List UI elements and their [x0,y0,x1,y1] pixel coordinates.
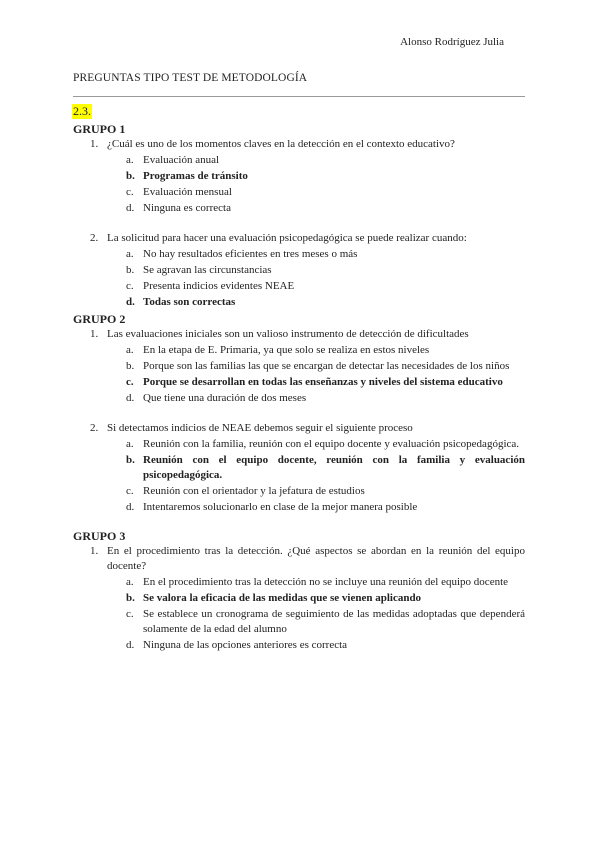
option-text: En la etapa de E. Primaria, ya que solo se realiza en estos niveles [143,344,430,356]
option-text: Porque se desarrollan en todas las enseñanzas y niveles del sistema educativo [143,376,503,388]
question-text [73,137,525,152]
question-content [73,121,525,654]
option-letter: d. [126,639,135,651]
option-letter: a. [126,438,134,450]
question-block [73,421,525,515]
option-letter: a. [126,154,134,166]
question-block [73,137,525,216]
question-text [73,544,525,574]
option-text: Porque son las familias las que se encargan de detectar las necesidades de los niños [143,360,510,372]
question-text [73,327,525,342]
option-text: Se establece un cronograma de seguimiento de las medidas adoptadas que dependerá solamente de la edad del alumno [143,608,525,635]
question-number: 1. [90,328,99,340]
answer-option [73,484,525,499]
answer-option [73,638,525,653]
option-text: Se agravan las circunstancias [143,264,272,276]
option-list [73,437,525,515]
answer-option [73,185,525,200]
answer-option [73,263,525,278]
question-number: 1. [90,138,99,150]
option-text: En el procedimiento tras la detección no se incluye una reunión del equipo docente [143,576,509,588]
question-label: Las evaluaciones iniciales son un valioso instrumento de detección de dificultades [107,328,469,340]
option-letter: b. [126,454,135,466]
option-text: Reunión con el orientador y la jefatura de estudios [143,485,365,497]
correct-answer-option [73,295,525,310]
option-letter: b. [126,264,135,276]
option-letter: c. [126,186,134,198]
option-text: Ninguna de las opciones anteriores es correcta [143,639,348,651]
option-text: Reunión con la familia, reunión con el equipo docente y evaluación psicopedagógica. [143,438,520,450]
correct-answer-option [73,375,525,390]
option-letter: c. [126,608,134,620]
option-letter: a. [126,576,134,588]
option-text: Evaluación anual [143,154,220,166]
question-number: 2. [90,422,99,434]
correct-answer-option [73,591,525,606]
author-name: Alonso Rodríguez Julia [400,36,504,48]
option-text: Todas son correctas [143,296,236,308]
group-title: GRUPO 2 [73,312,126,326]
answer-option [73,279,525,294]
option-text: Ninguna es correcta [143,202,231,214]
question-number: 2. [90,232,99,244]
option-letter: b. [126,592,135,604]
answer-option [73,607,525,637]
answer-option [73,201,525,216]
question-label: La solicitud para hacer una evaluación psicopedagógica se puede realizar cuando: [107,232,467,244]
option-text: Se valora la eficacia de las medidas que se vienen aplicando [143,592,422,604]
question-number: 1. [90,545,99,557]
option-text: Presenta indicios evidentes NEAE [143,280,295,292]
option-letter: c. [126,485,134,497]
title-divider [73,96,525,97]
answer-option [73,343,525,358]
correct-answer-option [73,169,525,184]
option-letter: c. [126,376,134,388]
answer-option [73,575,525,590]
group-title: GRUPO 1 [73,122,126,136]
option-text: No hay resultados eficientes en tres meses o más [143,248,358,260]
section-number-highlight: 2.3. [73,104,91,118]
answer-option [73,153,525,168]
group-spacer [73,516,525,528]
option-letter: a. [126,248,134,260]
option-letter: c. [126,280,134,292]
question-spacer [73,217,525,231]
question-spacer [73,407,525,421]
option-letter: b. [126,170,135,182]
option-letter: d. [126,501,135,513]
option-text: Que tiene una duración de dos meses [143,392,307,404]
option-letter: d. [126,392,135,404]
option-text: Programas de tránsito [143,170,248,182]
option-list [73,343,525,406]
option-list [73,247,525,310]
option-list [73,153,525,216]
answer-option [73,391,525,406]
question-block [73,231,525,310]
option-letter: d. [126,202,135,214]
option-text: Intentaremos solucionarlo en clase de la mejor manera posible [143,501,418,513]
answer-option [73,247,525,262]
question-block [73,327,525,406]
group-title: GRUPO 3 [73,529,126,543]
option-letter: d. [126,296,135,308]
option-list [73,575,525,653]
option-text: Evaluación mensual [143,186,232,198]
question-text [73,231,525,246]
question-label: ¿Cuál es uno de los momentos claves en la detección en el contexto educativo? [107,138,455,150]
question-text [73,421,525,436]
answer-option [73,437,525,452]
question-label: En el procedimiento tras la detección. ¿Qué aspectos se abordan en la reunión del equipo docente? [107,545,525,572]
option-letter: a. [126,344,134,356]
option-text: Reunión con el equipo docente, reunión con la familia y evaluación psicopedagógica. [143,454,525,481]
question-label: Si detectamos indicios de NEAE debemos seguir el siguiente proceso [107,422,413,434]
question-block [73,544,525,653]
correct-answer-option [73,453,525,483]
option-letter: b. [126,360,135,372]
document-title: PREGUNTAS TIPO TEST DE METODOLOGÍA [73,72,308,84]
answer-option [73,359,525,374]
answer-option [73,500,525,515]
